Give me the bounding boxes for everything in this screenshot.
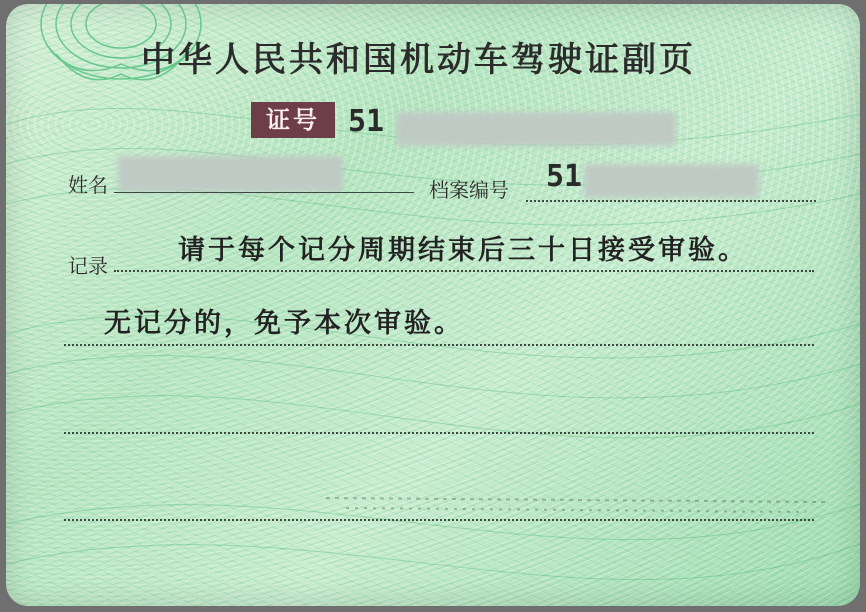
license-card <box>6 4 860 606</box>
name-label: 姓名 <box>68 173 108 197</box>
license-number-prefix: 51 <box>348 104 385 139</box>
name-redacted <box>118 156 343 192</box>
faint-stamp-text <box>326 484 826 524</box>
name-underline <box>114 192 414 193</box>
license-number-label: 证号 <box>251 102 335 138</box>
document-title: 中华人民共和国机动车驾驶证副页 <box>141 40 696 80</box>
file-number-underline <box>526 200 816 202</box>
record-line-2-dots <box>64 344 814 346</box>
file-number-redacted <box>584 164 759 198</box>
record-line-2: 无记分的，免予本次审验。 <box>104 308 464 339</box>
record-label: 记录 <box>68 254 108 278</box>
record-line-1: 请于每个记分周期结束后三十日接受审验。 <box>178 235 748 266</box>
record-line-1-dots <box>114 270 814 272</box>
file-number-label: 档案编号 <box>429 178 509 202</box>
blank-line-1 <box>64 432 814 434</box>
license-number-redacted <box>396 112 676 146</box>
file-number-prefix: 51 <box>546 159 583 194</box>
